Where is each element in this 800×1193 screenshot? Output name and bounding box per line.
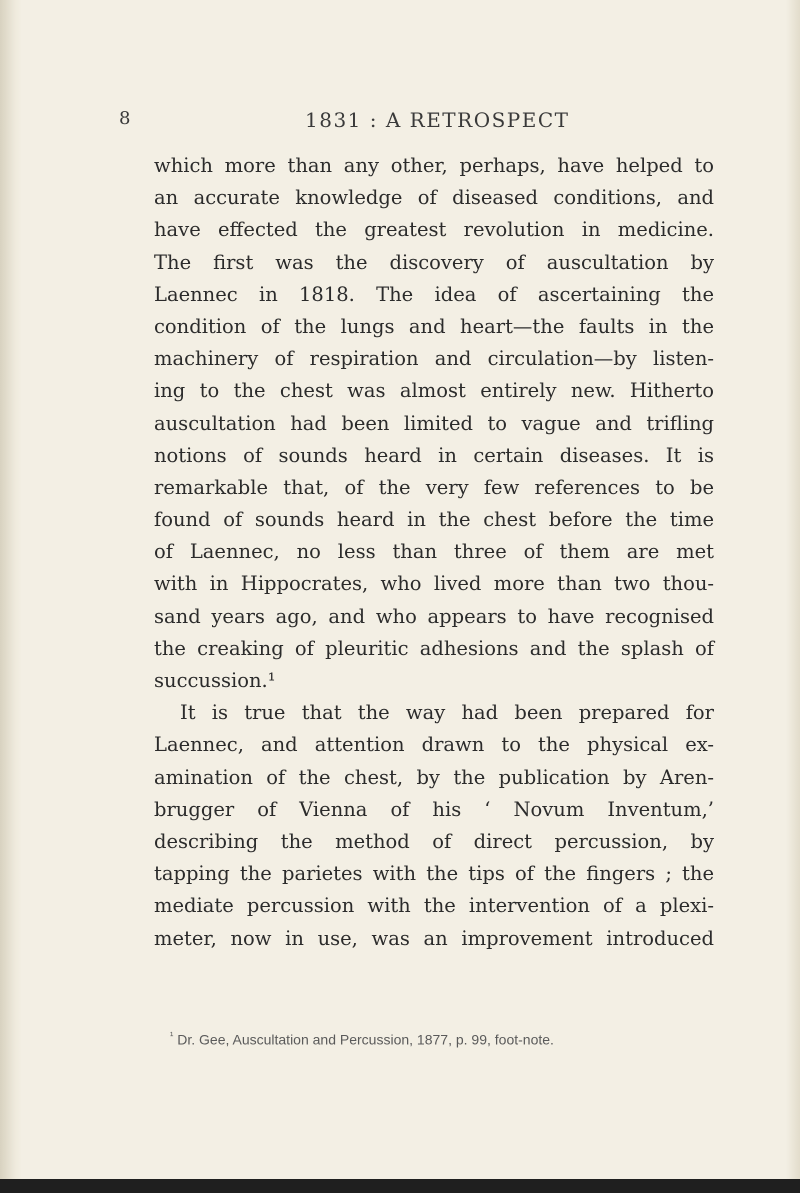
text-line: remarkable that, of the very few references to be	[154, 475, 714, 499]
text-line: meter, now in use, was an improvement introduced	[154, 926, 714, 950]
text-line: The first was the discovery of auscultation by	[154, 250, 714, 274]
page-bottom-edge	[0, 1179, 800, 1193]
page-edge-shadow	[786, 0, 800, 1193]
text-line: of Laennec, no less than three of them are met	[154, 540, 714, 564]
text-line: ing to the chest was almost entirely new. Hitherto	[154, 379, 714, 403]
text-line: notions of sounds heard in certain diseases. It is	[154, 443, 714, 467]
page-header	[0, 108, 800, 138]
page-number: 8	[119, 108, 131, 129]
text-line: auscultation had been limited to vague and trifling	[154, 411, 714, 435]
body-text	[154, 150, 714, 955]
footnote	[170, 1028, 730, 1049]
running-head: 1831 : A RETROSPECT	[305, 108, 570, 132]
text-line: tapping the parietes with the tips of the fingers ; the	[154, 862, 714, 886]
text-line: brugger of Vienna of his ‘ Novum Inventum,’	[154, 797, 714, 821]
text-line: which more than any other, perhaps, have helped to	[154, 154, 714, 177]
text-line: sand years ago, and who appears to have recognised	[154, 604, 714, 628]
text-line: with in Hippocrates, who lived more than two thou-	[154, 572, 714, 596]
page-binding-shadow	[0, 0, 22, 1193]
text-line: found of sounds heard in the chest before the time	[154, 508, 714, 532]
text-line: succussion.¹	[154, 669, 276, 692]
text-line: It is true that the way had been prepared for	[180, 701, 714, 725]
text-line: mediate percussion with the intervention of a plexi-	[154, 894, 714, 918]
text-line: describing the method of direct percussion, by	[154, 829, 714, 853]
text-line: Laennec, and attention drawn to the physical ex-	[154, 733, 714, 757]
text-line: have effected the greatest revolution in medicine.	[154, 218, 714, 242]
footnote-marker: ¹	[170, 1031, 174, 1042]
text-line: an accurate knowledge of diseased conditions, and	[154, 186, 714, 210]
text-line: the creaking of pleuritic adhesions and the splash of	[154, 636, 714, 660]
text-line: amination of the chest, by the publication by Aren-	[154, 765, 714, 789]
text-line: condition of the lungs and heart—the faults in the	[154, 314, 714, 338]
footnote-text: Dr. Gee, Auscultation and Percussion, 1877, p. 99, foot-note.	[177, 1031, 554, 1048]
text-line: Laennec in 1818. The idea of ascertaining the	[154, 282, 714, 306]
text-line: machinery of respiration and circulation—by listen-	[154, 347, 714, 371]
